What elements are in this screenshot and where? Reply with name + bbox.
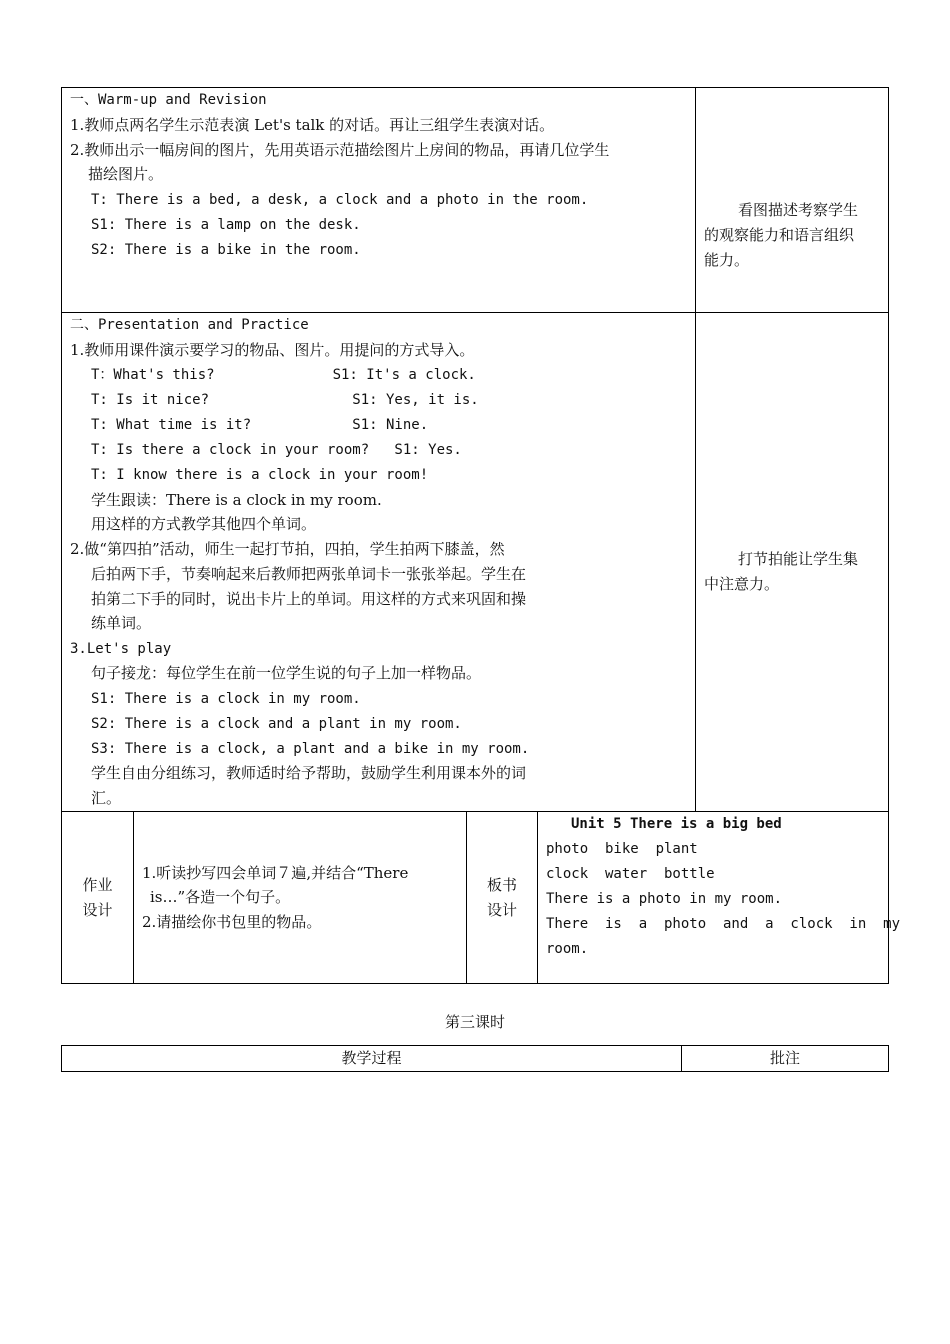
section1-line: S2: There is a bike in the room.	[91, 242, 361, 258]
board-line: photo bike plant	[546, 841, 698, 857]
homework-item: is…”各造一个句子。	[150, 888, 291, 906]
section1-line: T: There is a bed, a desk, a clock and a photo in the room.	[91, 192, 589, 208]
board-line: There is a photo in my room.	[546, 891, 783, 907]
lesson3-title: 第三课时	[444, 1013, 505, 1031]
section2-line: 练单词。	[91, 614, 152, 632]
lesson3-col-process: 教学过程	[341, 1049, 402, 1067]
board-line: room.	[546, 941, 589, 957]
section2-line: 3.Let's play	[70, 641, 172, 657]
section1-note: 的观察能力和语言组织	[704, 226, 855, 244]
homework-item: 1.听读抄写四会单词７遍,并结合“There	[142, 864, 409, 882]
section2-line: 用这样的方式教学其他四个单词。	[91, 515, 317, 533]
lesson3-col-notes: 批注	[769, 1049, 800, 1067]
homework-item: 2.请描绘你书包里的物品。	[142, 913, 322, 931]
section2-line: 句子接龙：每位学生在前一位学生说的句子上加一样物品。	[91, 664, 482, 682]
section2-line: 1.教师用课件演示要学习的物品、图片。用提问的方式导入。	[70, 341, 475, 359]
section1-line: 描绘图片。	[88, 165, 164, 183]
section2-line: T: What time is it? S1: Nine.	[91, 417, 429, 433]
board-label: 设计	[486, 901, 517, 919]
homework-label: 作业	[82, 876, 113, 894]
section1-line: 1.教师点两名学生示范表演 Let's talk 的对话。再让三组学生表演对话。	[70, 116, 555, 134]
section2-line: T：What's this? S1: It's a clock.	[91, 367, 476, 383]
board-line: clock water bottle	[546, 866, 715, 882]
homework-label: 设计	[82, 901, 113, 919]
section2-heading: 二、Presentation and Practice	[70, 317, 309, 333]
section1-note: 能力。	[704, 251, 750, 269]
section1-note: 看图描述考察学生	[738, 201, 859, 219]
section2-line: T: Is it nice? S1: Yes, it is.	[91, 392, 479, 408]
section2-line: 学生自由分组练习，教师适时给予帮助，鼓励学生利用课本外的词	[91, 764, 527, 782]
notes-divider	[695, 87, 696, 812]
section2-line: 拍第二下手的同时，说出卡片上的单词。用这样的方式来巩固和操	[91, 590, 527, 608]
section2-note: 打节拍能让学生集	[738, 550, 859, 568]
section2-line: S1: There is a clock in my room.	[91, 691, 361, 707]
section1-line: S1: There is a lamp on the desk.	[91, 217, 361, 233]
section2-line: 汇。	[91, 789, 122, 807]
section2-note: 中注意力。	[704, 575, 780, 593]
section2-line: S3: There is a clock, a plant and a bike in my room.	[91, 741, 530, 757]
section1-line: 2.教师出示一幅房间的图片，先用英语示范描绘图片上房间的物品，再请几位学生	[70, 141, 610, 159]
section2-line: 学生跟读：There is a clock in my room.	[91, 491, 382, 509]
section2-line: 2.做“第四拍”活动，师生一起打节拍，四拍，学生拍两下膝盖，然	[70, 540, 505, 558]
section2-line: S2: There is a clock and a plant in my room.	[91, 716, 462, 732]
section1-heading: 一、Warm-up and Revision	[70, 92, 267, 108]
section2-line: T: I know there is a clock in your room!	[91, 467, 429, 483]
board-label: 板书	[486, 876, 517, 894]
hw-col1	[133, 811, 134, 984]
board-line: There is a photo and a clock in my	[546, 916, 901, 932]
board-title: Unit 5 There is a big bed	[571, 816, 782, 832]
hw-col3	[537, 811, 538, 984]
section2-line: T: Is there a clock in your room? S1: Yes.	[91, 442, 462, 458]
section2-line: 后拍两下手，节奏响起来后教师把两张单词卡一张张举起。学生在	[91, 565, 527, 583]
